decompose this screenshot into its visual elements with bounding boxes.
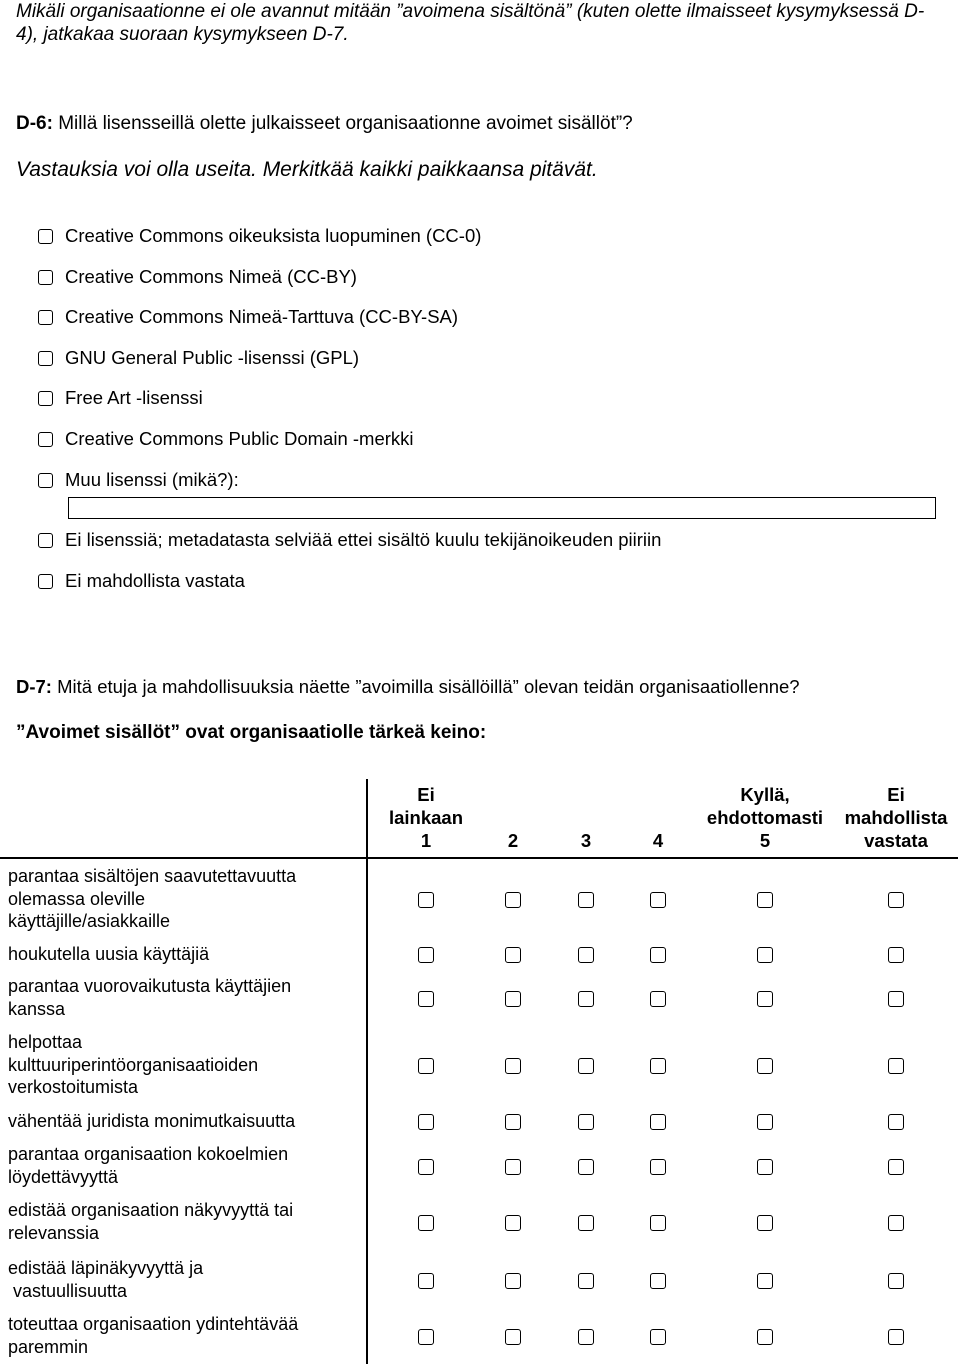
rating-checkbox[interactable] [505,892,521,908]
option-label: Ei lisenssiä; metadatasta selviää ettei sisältö kuulu tekijänoikeuden piiriin [65,529,662,550]
row-label-line: olemassa oleville [8,888,146,909]
row-label [8,1199,293,1244]
row-label-line: toteuttaa organisaation ydintehtävää [8,1314,299,1334]
rating-checkbox[interactable] [888,1159,904,1175]
rating-checkbox[interactable] [578,892,594,908]
license-option[interactable] [38,528,661,552]
rating-checkbox[interactable] [578,947,594,963]
rating-checkbox[interactable] [757,1215,773,1231]
option-label: Creative Commons Nimeä (CC-BY) [65,266,357,287]
row-label-line: parantaa sisältöjen saavutettavuutta [8,866,297,886]
row-label [8,1257,203,1302]
row-label-line: parantaa vuorovaikutusta käyttäjien [8,976,292,996]
checkbox[interactable] [38,533,53,548]
checkbox[interactable] [38,310,53,325]
row-label-line: käyttäjille/asiakkaille [8,911,171,931]
rating-checkbox[interactable] [578,991,594,1007]
rating-checkbox[interactable] [505,1329,521,1345]
grid-vertical-divider [366,779,368,1364]
column-header-line: Ei [887,784,905,805]
rating-checkbox[interactable] [650,1058,666,1074]
row-label-line: edistää läpinäkyvyyttä ja [8,1258,204,1278]
option-label: Muu lisenssi (mikä?): [65,469,239,490]
question-number: D-6: [16,113,53,134]
rating-checkbox[interactable] [757,1159,773,1175]
checkbox[interactable] [38,270,53,285]
rating-checkbox[interactable] [505,1114,521,1130]
rating-checkbox[interactable] [418,1114,434,1130]
rating-checkbox[interactable] [418,1058,434,1074]
rating-checkbox[interactable] [505,947,521,963]
license-option[interactable] [38,305,458,329]
rating-checkbox[interactable] [888,1058,904,1074]
rating-checkbox[interactable] [650,1329,666,1345]
column-header-line: 4 [652,830,664,851]
other-license-input[interactable] [68,497,936,519]
rating-checkbox[interactable] [578,1114,594,1130]
rating-checkbox[interactable] [418,1159,434,1175]
rating-checkbox[interactable] [757,991,773,1007]
option-label: GNU General Public -lisenssi (GPL) [65,347,360,368]
d6-instruction: Vastauksia voi olla useita. Merkitkää kaikki paikkaansa pitävät. [16,158,598,181]
rating-checkbox[interactable] [505,1058,521,1074]
rating-checkbox[interactable] [650,1215,666,1231]
rating-checkbox[interactable] [578,1215,594,1231]
question-d6 [16,112,633,135]
checkbox[interactable] [38,473,53,488]
row-label-line: parantaa organisaation kokoelmien [8,1144,289,1164]
rating-checkbox[interactable] [578,1058,594,1074]
rating-checkbox[interactable] [888,1114,904,1130]
d7-subheading: ”Avoimet sisällöt” ovat organisaatiolle tärkeä keino: [16,722,487,743]
rating-checkbox[interactable] [578,1159,594,1175]
rating-checkbox[interactable] [888,1273,904,1289]
rating-checkbox[interactable] [505,1273,521,1289]
license-option[interactable] [38,427,414,451]
license-option[interactable] [38,468,239,492]
grid-header-divider [0,857,958,859]
rating-checkbox[interactable] [505,1159,521,1175]
column-header-line: ehdottomasti [706,807,824,828]
row-label-line: houkutella uusia käyttäjiä [8,944,210,964]
row-label-line: paremmin [8,1336,89,1357]
rating-checkbox[interactable] [888,1329,904,1345]
checkbox[interactable] [38,574,53,589]
row-label [8,1110,295,1133]
option-label: Ei mahdollista vastata [65,570,245,591]
row-label [8,1313,298,1358]
license-option[interactable] [38,346,359,370]
row-label [8,975,291,1020]
question-text: Mitä etuja ja mahdollisuuksia näette ”avoimilla sisällöillä” olevan teidän organisaatiollenne? [51,676,800,697]
column-header [816,783,960,852]
column-header-line: Kyllä, [740,784,790,805]
rating-checkbox[interactable] [650,991,666,1007]
option-label: Free Art -lisenssi [65,387,203,408]
column-header-line: 3 [580,830,592,851]
rating-checkbox[interactable] [888,947,904,963]
row-label-line: helpottaa [8,1032,83,1052]
rating-checkbox[interactable] [650,1159,666,1175]
rating-checkbox[interactable] [650,947,666,963]
row-label-line: kanssa [8,998,66,1019]
rating-checkbox[interactable] [505,991,521,1007]
row-label [8,943,209,966]
checkbox[interactable] [38,229,53,244]
rating-checkbox[interactable] [418,947,434,963]
license-option[interactable] [38,569,245,593]
rating-checkbox[interactable] [418,1215,434,1231]
rating-checkbox[interactable] [505,1215,521,1231]
option-label: Creative Commons Public Domain -merkki [65,428,414,449]
rating-checkbox[interactable] [757,947,773,963]
column-header-line: mahdollista [844,807,948,828]
rating-checkbox[interactable] [757,1329,773,1345]
rating-checkbox[interactable] [418,1329,434,1345]
row-label-line: edistää organisaation näkyvyyttä tai [8,1200,294,1220]
row-label-line: löydettävyyttä [8,1166,119,1187]
rating-checkbox[interactable] [650,1273,666,1289]
row-label [8,1031,258,1099]
option-label: Creative Commons Nimeä-Tarttuva (CC-BY-SA) [65,306,459,327]
column-header-line: lainkaan [388,807,464,828]
rating-checkbox[interactable] [578,1273,594,1289]
rating-checkbox[interactable] [757,892,773,908]
row-label-line: vähentää juridista monimutkaisuutta [8,1111,296,1131]
question-text: Millä lisensseillä olette julkaisseet organisaationne avoimet sisällöt”? [52,113,633,134]
license-option[interactable] [38,265,357,289]
intro-text: Mikäli organisaationne ei ole avannut mitään ”avoimena sisältönä” (kuten olette ilmaisseet kysymyksessä D-4), jatkakaa suoraan kysymykseen D-7. [16,1,925,45]
license-option[interactable] [38,224,481,248]
rating-checkbox[interactable] [418,991,434,1007]
question-number: D-7: [16,676,52,697]
rating-checkbox[interactable] [888,1215,904,1231]
column-header-line: 5 [759,830,771,851]
rating-checkbox[interactable] [888,892,904,908]
rating-checkbox[interactable] [578,1329,594,1345]
row-label [8,865,296,933]
rating-checkbox[interactable] [650,892,666,908]
rating-checkbox[interactable] [757,1273,773,1289]
row-label-line: vastuullisuutta [8,1280,128,1301]
checkbox[interactable] [38,351,53,366]
rating-checkbox[interactable] [650,1114,666,1130]
question-d7 [16,676,800,698]
checkbox[interactable] [38,432,53,447]
row-label-line: kulttuuriperintöorganisaatioiden [8,1054,259,1075]
column-header-line: 1 [420,830,432,851]
rating-checkbox[interactable] [757,1114,773,1130]
license-option[interactable] [38,386,203,410]
column-header-line: 2 [507,830,519,851]
rating-checkbox[interactable] [757,1058,773,1074]
rating-checkbox[interactable] [418,1273,434,1289]
row-label-line: relevanssia [8,1222,100,1243]
column-header-line: Ei [417,784,435,805]
rating-checkbox[interactable] [888,991,904,1007]
checkbox[interactable] [38,391,53,406]
option-label: Creative Commons oikeuksista luopuminen (CC-0) [65,225,482,246]
row-label [8,1143,288,1188]
column-header-line: vastata [864,830,928,851]
rating-checkbox[interactable] [418,892,434,908]
row-label-line: verkostoitumista [8,1077,139,1097]
